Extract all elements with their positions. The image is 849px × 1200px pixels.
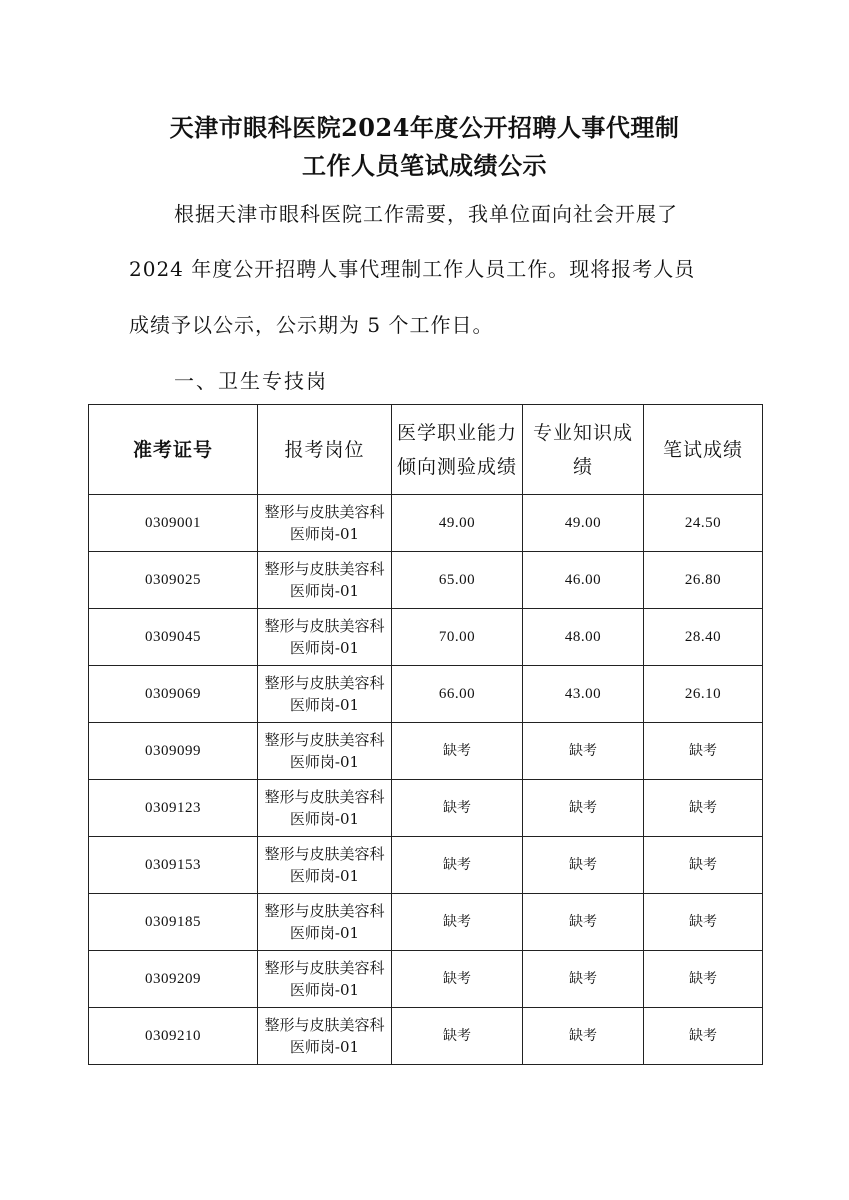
cell-position-line-2: 医师岗-01 [289, 867, 360, 885]
cell-aptitude-score: 49.00 [392, 495, 523, 552]
intro-paragraph-line-2: 2024 年度公开招聘人事代理制工作人员工作。现将报考人员 [129, 257, 696, 281]
cell-professional-score: 缺考 [523, 894, 644, 951]
cell-aptitude-score: 缺考 [392, 837, 523, 894]
header-exam-id: 准考证号 [89, 405, 258, 495]
table-row [89, 723, 763, 780]
cell-position-line-1: 整形与皮肤美容科 [264, 959, 385, 977]
cell-aptitude-score: 缺考 [392, 1008, 523, 1065]
cell-written-score: 缺考 [644, 780, 763, 837]
cell-professional-score: 43.00 [523, 666, 644, 723]
cell-written-score: 缺考 [644, 894, 763, 951]
cell-aptitude-score: 70.00 [392, 609, 523, 666]
cell-position-line-2: 医师岗-01 [289, 639, 360, 657]
cell-position-line-1: 整形与皮肤美容科 [264, 788, 385, 806]
cell-position [258, 837, 392, 894]
header-position: 报考岗位 [258, 405, 392, 495]
header-professional-line-2: 绩 [572, 455, 593, 478]
cell-position-line-2: 医师岗-01 [289, 753, 360, 771]
cell-professional-score: 46.00 [523, 552, 644, 609]
table-row [89, 780, 763, 837]
cell-professional-score: 缺考 [523, 837, 644, 894]
cell-professional-score: 缺考 [523, 723, 644, 780]
cell-aptitude-score: 66.00 [392, 666, 523, 723]
cell-position [258, 723, 392, 780]
cell-exam-id: 0309153 [89, 837, 258, 894]
cell-position-line-1: 整形与皮肤美容科 [264, 674, 385, 692]
cell-position [258, 552, 392, 609]
intro-paragraph-line-1: 根据天津市眼科医院工作需要，我单位面向社会开展了 [174, 202, 678, 226]
cell-position [258, 1008, 392, 1065]
cell-position-line-1: 整形与皮肤美容科 [264, 560, 385, 578]
cell-written-score: 26.80 [644, 552, 763, 609]
cell-exam-id: 0309209 [89, 951, 258, 1008]
cell-exam-id: 0309210 [89, 1008, 258, 1065]
cell-professional-score: 48.00 [523, 609, 644, 666]
cell-position-line-1: 整形与皮肤美容科 [264, 617, 385, 635]
header-professional-line-1: 专业知识成 [532, 421, 633, 444]
cell-written-score: 缺考 [644, 723, 763, 780]
cell-position [258, 495, 392, 552]
document-title-line-2: 工作人员笔试成绩公示 [302, 151, 547, 180]
cell-aptitude-score: 缺考 [392, 780, 523, 837]
header-written-score: 笔试成绩 [644, 405, 763, 495]
cell-position [258, 894, 392, 951]
cell-aptitude-score: 65.00 [392, 552, 523, 609]
cell-position-line-1: 整形与皮肤美容科 [264, 1016, 385, 1034]
cell-professional-score: 49.00 [523, 495, 644, 552]
cell-written-score: 26.10 [644, 666, 763, 723]
cell-written-score: 缺考 [644, 837, 763, 894]
header-aptitude-line-1: 医学职业能力 [396, 421, 517, 444]
cell-position [258, 951, 392, 1008]
cell-exam-id: 0309069 [89, 666, 258, 723]
cell-written-score: 缺考 [644, 951, 763, 1008]
cell-professional-score: 缺考 [523, 1008, 644, 1065]
table-row [89, 495, 763, 552]
cell-exam-id: 0309099 [89, 723, 258, 780]
cell-exam-id: 0309025 [89, 552, 258, 609]
cell-position-line-1: 整形与皮肤美容科 [264, 845, 385, 863]
table-header-row [89, 405, 763, 495]
table-row [89, 1008, 763, 1065]
cell-position-line-1: 整形与皮肤美容科 [264, 731, 385, 749]
cell-professional-score: 缺考 [523, 780, 644, 837]
table-row [89, 552, 763, 609]
cell-position [258, 780, 392, 837]
cell-exam-id: 0309001 [89, 495, 258, 552]
cell-position-line-1: 整形与皮肤美容科 [264, 503, 385, 521]
table-row [89, 951, 763, 1008]
cell-position [258, 666, 392, 723]
cell-position-line-1: 整形与皮肤美容科 [264, 902, 385, 920]
header-professional-score [523, 405, 644, 495]
cell-position-line-2: 医师岗-01 [289, 525, 360, 543]
cell-position-line-2: 医师岗-01 [289, 582, 360, 600]
cell-aptitude-score: 缺考 [392, 894, 523, 951]
cell-position-line-2: 医师岗-01 [289, 696, 360, 714]
cell-position-line-2: 医师岗-01 [289, 924, 360, 942]
table-row [89, 837, 763, 894]
table-row [89, 666, 763, 723]
document-title-line-1: 天津市眼科医院2024年度公开招聘人事代理制 [169, 113, 680, 142]
cell-position-line-2: 医师岗-01 [289, 810, 360, 828]
cell-written-score: 28.40 [644, 609, 763, 666]
table-row [89, 894, 763, 951]
cell-exam-id: 0309185 [89, 894, 258, 951]
cell-aptitude-score: 缺考 [392, 723, 523, 780]
cell-professional-score: 缺考 [523, 951, 644, 1008]
cell-aptitude-score: 缺考 [392, 951, 523, 1008]
cell-position-line-2: 医师岗-01 [289, 1038, 360, 1056]
cell-written-score: 缺考 [644, 1008, 763, 1065]
cell-position-line-2: 医师岗-01 [289, 981, 360, 999]
cell-exam-id: 0309123 [89, 780, 258, 837]
cell-position [258, 609, 392, 666]
table-row [89, 609, 763, 666]
intro-paragraph-line-3: 成绩予以公示，公示期为 5 个工作日。 [129, 313, 494, 337]
scores-table [88, 404, 763, 1065]
cell-exam-id: 0309045 [89, 609, 258, 666]
header-aptitude-line-2: 倾向测验成绩 [396, 455, 517, 478]
header-aptitude-score [392, 405, 523, 495]
cell-written-score: 24.50 [644, 495, 763, 552]
section-heading: 一、卫生专技岗 [174, 369, 328, 393]
